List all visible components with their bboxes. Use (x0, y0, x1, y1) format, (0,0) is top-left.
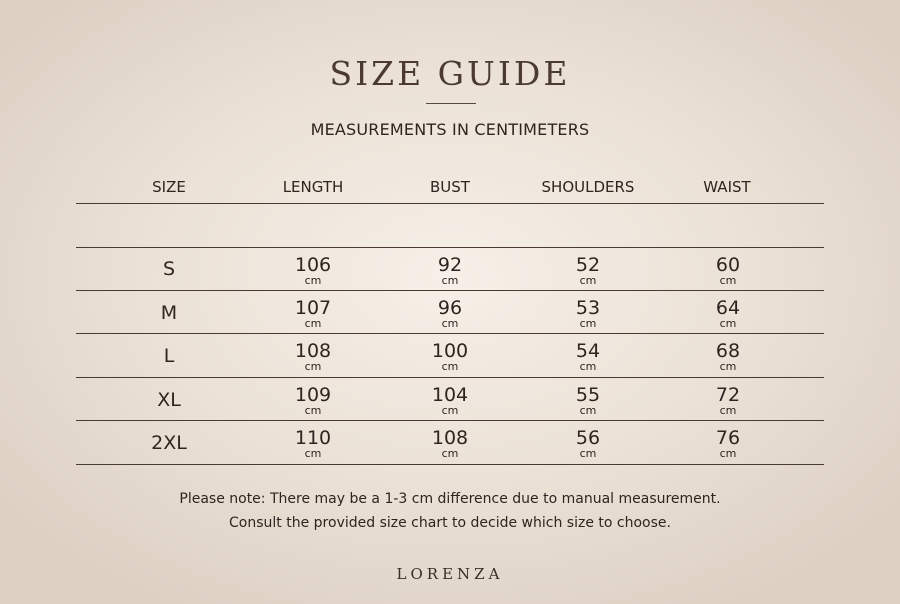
bust-value: 92 (437, 254, 463, 276)
waist-cell (668, 385, 788, 417)
unit-label: cm (719, 404, 737, 417)
length-value: 106 (294, 254, 332, 276)
column-header-shoulders: SHOULDERS (541, 178, 635, 196)
length-cell (253, 428, 373, 460)
table-divider (76, 203, 824, 204)
unit-label: cm (579, 404, 597, 417)
table-divider (76, 290, 824, 291)
waist-cell (668, 341, 788, 373)
unit-label: cm (579, 360, 597, 373)
bust-cell (390, 255, 510, 287)
column-header-length: LENGTH (282, 178, 344, 196)
shoulders-value: 52 (575, 254, 601, 276)
length-cell (253, 255, 373, 287)
shoulders-value: 56 (575, 427, 601, 449)
column-header-size: SIZE (152, 178, 186, 196)
length-value: 110 (294, 427, 332, 449)
unit-label: cm (579, 447, 597, 460)
unit-label: cm (441, 274, 459, 287)
table-divider (76, 377, 824, 378)
unit-label: cm (579, 317, 597, 330)
unit-label: cm (441, 317, 459, 330)
bust-value: 96 (437, 297, 463, 319)
shoulders-cell (528, 428, 648, 460)
table-divider (76, 420, 824, 421)
column-header-waist: WAIST (703, 178, 751, 196)
note-line-1: Please note: There may be a 1-3 cm difference due to manual measurement. (179, 491, 721, 507)
waist-value: 64 (715, 297, 741, 319)
bust-cell (390, 298, 510, 330)
table-divider (76, 247, 824, 248)
bust-value: 100 (431, 340, 469, 362)
unit-label: cm (719, 360, 737, 373)
unit-label: cm (441, 447, 459, 460)
size-cell: L (163, 345, 175, 367)
unit-label: cm (441, 404, 459, 417)
unit-label: cm (304, 447, 322, 460)
waist-cell (668, 255, 788, 287)
shoulders-cell (528, 341, 648, 373)
length-value: 108 (294, 340, 332, 362)
shoulders-cell (528, 298, 648, 330)
bust-value: 104 (431, 384, 469, 406)
waist-value: 60 (715, 254, 741, 276)
length-cell (253, 385, 373, 417)
brand-logo: LORENZA (396, 565, 504, 583)
waist-value: 76 (715, 427, 741, 449)
page-title: SIZE GUIDE (329, 54, 571, 93)
table-divider (76, 333, 824, 334)
column-header-bust: BUST (430, 178, 470, 196)
shoulders-cell (528, 385, 648, 417)
size-cell: M (160, 302, 178, 324)
bust-value: 108 (431, 427, 469, 449)
title-divider (426, 103, 476, 104)
length-value: 107 (294, 297, 332, 319)
unit-label: cm (441, 360, 459, 373)
table-divider (76, 464, 824, 465)
unit-label: cm (304, 404, 322, 417)
bust-cell (390, 385, 510, 417)
shoulders-cell (528, 255, 648, 287)
shoulders-value: 54 (575, 340, 601, 362)
subtitle: MEASUREMENTS IN CENTIMETERS (310, 120, 590, 139)
length-value: 109 (294, 384, 332, 406)
shoulders-value: 55 (575, 384, 601, 406)
size-cell: XL (157, 389, 181, 411)
unit-label: cm (719, 274, 737, 287)
note-line-2: Consult the provided size chart to decide which size to choose. (229, 515, 671, 531)
waist-cell (668, 298, 788, 330)
unit-label: cm (719, 447, 737, 460)
unit-label: cm (304, 360, 322, 373)
shoulders-value: 53 (575, 297, 601, 319)
bust-cell (390, 428, 510, 460)
waist-cell (668, 428, 788, 460)
size-cell: S (162, 258, 176, 280)
unit-label: cm (304, 317, 322, 330)
unit-label: cm (719, 317, 737, 330)
size-cell: 2XL (151, 432, 187, 454)
bust-cell (390, 341, 510, 373)
unit-label: cm (579, 274, 597, 287)
length-cell (253, 298, 373, 330)
unit-label: cm (304, 274, 322, 287)
waist-value: 72 (715, 384, 741, 406)
length-cell (253, 341, 373, 373)
waist-value: 68 (715, 340, 741, 362)
